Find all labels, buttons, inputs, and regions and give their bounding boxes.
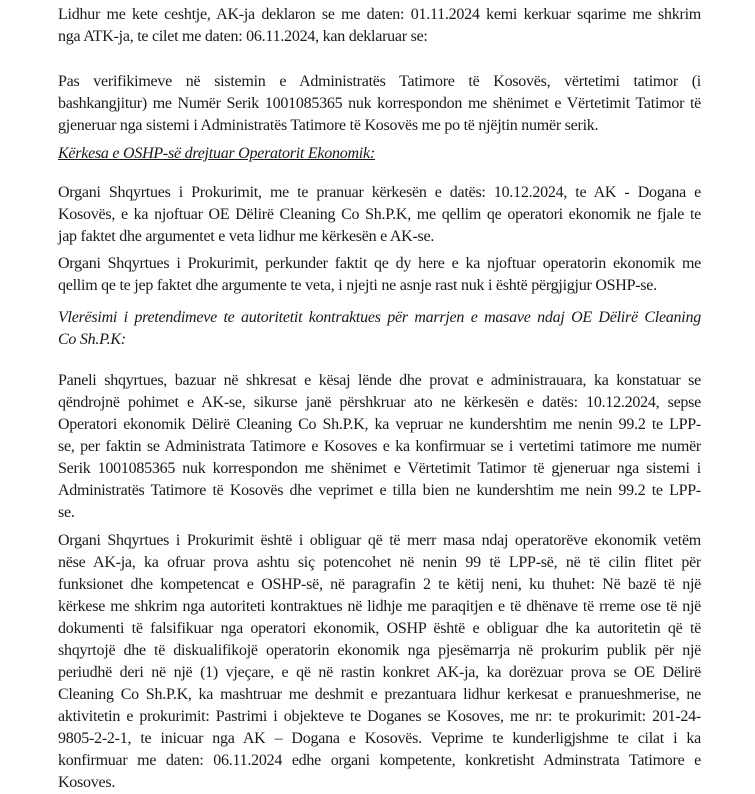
- text-line: nga ATK-ja, te cilet me daten: 06.11.2024, kan deklaruar se:: [58, 28, 428, 45]
- text-line: bashkangjitur) me Numër Serik 1001085365 nuk korrespondon me shënimet e Vërtetimit Tatimor të: [58, 95, 701, 112]
- text-line: 9805-2-2-1, te inicuar nga AK – Dogana e Kosovës. Veprime te kunderligjshme te cilat i ka: [58, 730, 701, 747]
- paragraph-oshp-notification: [58, 182, 701, 248]
- text-line: shqyrtojë dhe të diskualifikojë operatorin ekonomik nga pjesëmarrja në prokurim publik për një: [58, 642, 701, 659]
- text-line: Organi Shqyrtues i Prokurimit, me te pranuar kërkesën e datës: 10.12.2024, te AK - Dogana e: [58, 184, 701, 201]
- text-line: gjeneruar nga sistemi i Administratës Tatimore të Kosovës me po të njëjtin numër serik.: [58, 117, 599, 134]
- text-line: se, per faktin se Administrata Tatimore e Kosoves e ka konfirmuar se i vertetimi tatimore me numër: [58, 438, 701, 455]
- section-heading-assessment: [58, 307, 701, 351]
- paragraph-panel-findings: [58, 370, 701, 524]
- heading-text: Vlerësimi i pretendimeve te autoritetit kontraktues për marrjen e masave ndaj OE Dëlirë Cleaning: [58, 309, 701, 326]
- heading-text: Kërkesa e OSHP-së drejtuar Operatorit Ekonomik:: [58, 145, 375, 162]
- heading-text: Co Sh.P.K:: [58, 331, 126, 348]
- text-line: nëse AK-ja, ka ofruar prova ashtu siç potencohet në nenin 99 të LPP-së, në të cilin flitet për: [58, 554, 701, 571]
- text-line: periudhë deri në një (1) vjeçare, e që në rastin konkret AK-ja, ka dorëzuar prova se OE Dëlirë: [58, 664, 701, 681]
- paragraph-no-response: [58, 253, 701, 297]
- section-heading-oshp-request: [58, 143, 701, 165]
- text-line: Kosoves.: [58, 774, 116, 791]
- text-line: Pas verifikimeve në sistemin e Administratës Tatimore të Kosovës, vërtetimi tatimor (i: [58, 73, 701, 90]
- text-line: dokumenti të falsifikuar nga operatori ekonomik, OSHP është e obliguar dhe ka autoritetin që të: [58, 620, 701, 637]
- paragraph-verification-result: [58, 71, 701, 137]
- paragraph-ak-declaration: [58, 4, 701, 48]
- text-line: jap faktet dhe argumentet e veta lidhur me kërkesën e AK-se.: [58, 228, 435, 245]
- text-line: Cleaning Co Sh.P.K, ka mashtruar me deshmit e prezantuara lidhur kerkesat e pranueshmerise, ne: [58, 686, 701, 703]
- text-line: qëndrojnë pohimet e AK-se, sikurse janë përshkruar ato ne kërkesën e datës: 10.12.2024, sepse: [58, 394, 701, 411]
- text-line: Paneli shqyrtues, bazuar në shkresat e kësaj lënde dhe provat e administrauara, ka konstatuar se: [58, 372, 701, 389]
- text-line: se.: [58, 504, 75, 521]
- text-line: konfirmuar me daten: 06.11.2024 edhe organi kompetente, konkretisht Adminstrata Tatimore e: [58, 752, 701, 769]
- text-line: Kosovës, e ka njoftuar OE Dëlirë Cleaning Co Sh.P.K, me qellim qe operatori ekonomik ne fjale te: [58, 206, 701, 223]
- text-line: Administratës Tatimore të Kosovës dhe veprimet e tilla bien ne kundershtim me nein 99.2 te LPP-: [58, 482, 701, 499]
- text-line: Operatori ekonomik Dëlirë Cleaning Co Sh.P.K, ka vepruar ne kundershtim me nenin 99.2 te LPP-: [58, 416, 701, 433]
- paragraph-oshp-obligation: [58, 530, 701, 794]
- text-line: funksionet dhe kompetencat e OSHP-së, në paragrafin 2 te këtij neni, ku thuhet: Në bazë të një: [58, 576, 701, 593]
- text-line: qellim qe te jep faktet dhe argumente te veta, i njejti ne asnje rast nuk i është përgjigjur OSHP-se.: [58, 277, 657, 294]
- text-line: Organi Shqyrtues i Prokurimit është i obliguar që të merr masa ndaj operatorëve ekonomik vetëm: [58, 532, 701, 549]
- text-line: Organi Shqyrtues i Prokurimit, perkunder faktit qe dy here e ka njoftuar operatorin ekonomik me: [58, 255, 701, 272]
- text-line: Serik 1001085365 nuk korrespondon me shënimet e Vërtetimit Tatimor të gjeneruar nga sistemi i: [58, 460, 701, 477]
- text-line: Lidhur me kete ceshtje, AK-ja deklaron se me daten: 01.11.2024 kemi kerkuar sqarime me shkrim: [58, 6, 701, 23]
- text-line: aktivitetin e prokurimit: Pastrimi i objekteve te Doganes se Kosoves, me nr: te prokurimit: 201-24-: [58, 708, 701, 725]
- text-line: kërkese me shkrim nga autoriteti kontraktues në lidhje me paraqitjen e të dhënave të rreme ose të një: [58, 598, 701, 615]
